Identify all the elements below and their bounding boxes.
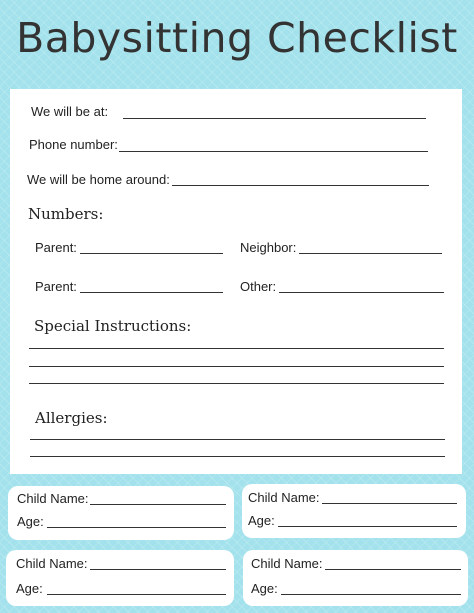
child-age-label: Age: [248,513,275,528]
neighbor-label: Neighbor: [240,240,297,255]
child-card [243,550,468,606]
child-card [242,484,466,538]
parent2-label: Parent: [35,279,77,294]
phone-label: Phone number: [29,137,118,152]
allergies-line[interactable] [30,456,445,457]
child-card [6,550,234,606]
main-form-card [10,89,462,474]
parent1-label: Parent: [35,240,77,255]
location-input-line[interactable] [123,118,426,119]
child-age-input-line[interactable] [278,526,457,527]
allergies-heading: Allergies: [35,409,108,427]
child-name-label: Child Name: [248,490,320,505]
special-instructions-line[interactable] [29,383,444,384]
child-name-input-line[interactable] [322,503,457,504]
other-label: Other: [240,279,277,294]
child-name-input-line[interactable] [90,569,226,570]
special-instructions-line[interactable] [29,348,444,349]
child-age-input-line[interactable] [47,594,226,595]
phone-input-line[interactable] [119,151,428,152]
child-name-input-line[interactable] [90,504,226,505]
special-instructions-line[interactable] [29,366,444,367]
child-card [8,486,234,540]
child-age-label: Age: [16,581,43,596]
special-instructions-heading: Special Instructions: [34,317,192,335]
child-age-input-line[interactable] [281,594,461,595]
numbers-heading: Numbers: [28,205,104,223]
parent2-input-line[interactable] [80,292,223,293]
child-name-input-line[interactable] [325,569,461,570]
child-age-label: Age: [251,581,278,596]
child-name-label: Child Name: [251,556,323,571]
child-name-label: Child Name: [17,491,89,506]
neighbor-input-line[interactable] [299,253,442,254]
parent1-input-line[interactable] [80,253,223,254]
page-title: Babysitting Checklist [16,14,458,62]
location-label: We will be at: [31,104,109,119]
other-input-line[interactable] [279,292,444,293]
home-time-input-line[interactable] [172,185,429,186]
child-age-input-line[interactable] [47,527,226,528]
home-time-label: We will be home around: [27,172,170,187]
allergies-line[interactable] [30,439,445,440]
child-name-label: Child Name: [16,556,88,571]
child-age-label: Age: [17,514,44,529]
